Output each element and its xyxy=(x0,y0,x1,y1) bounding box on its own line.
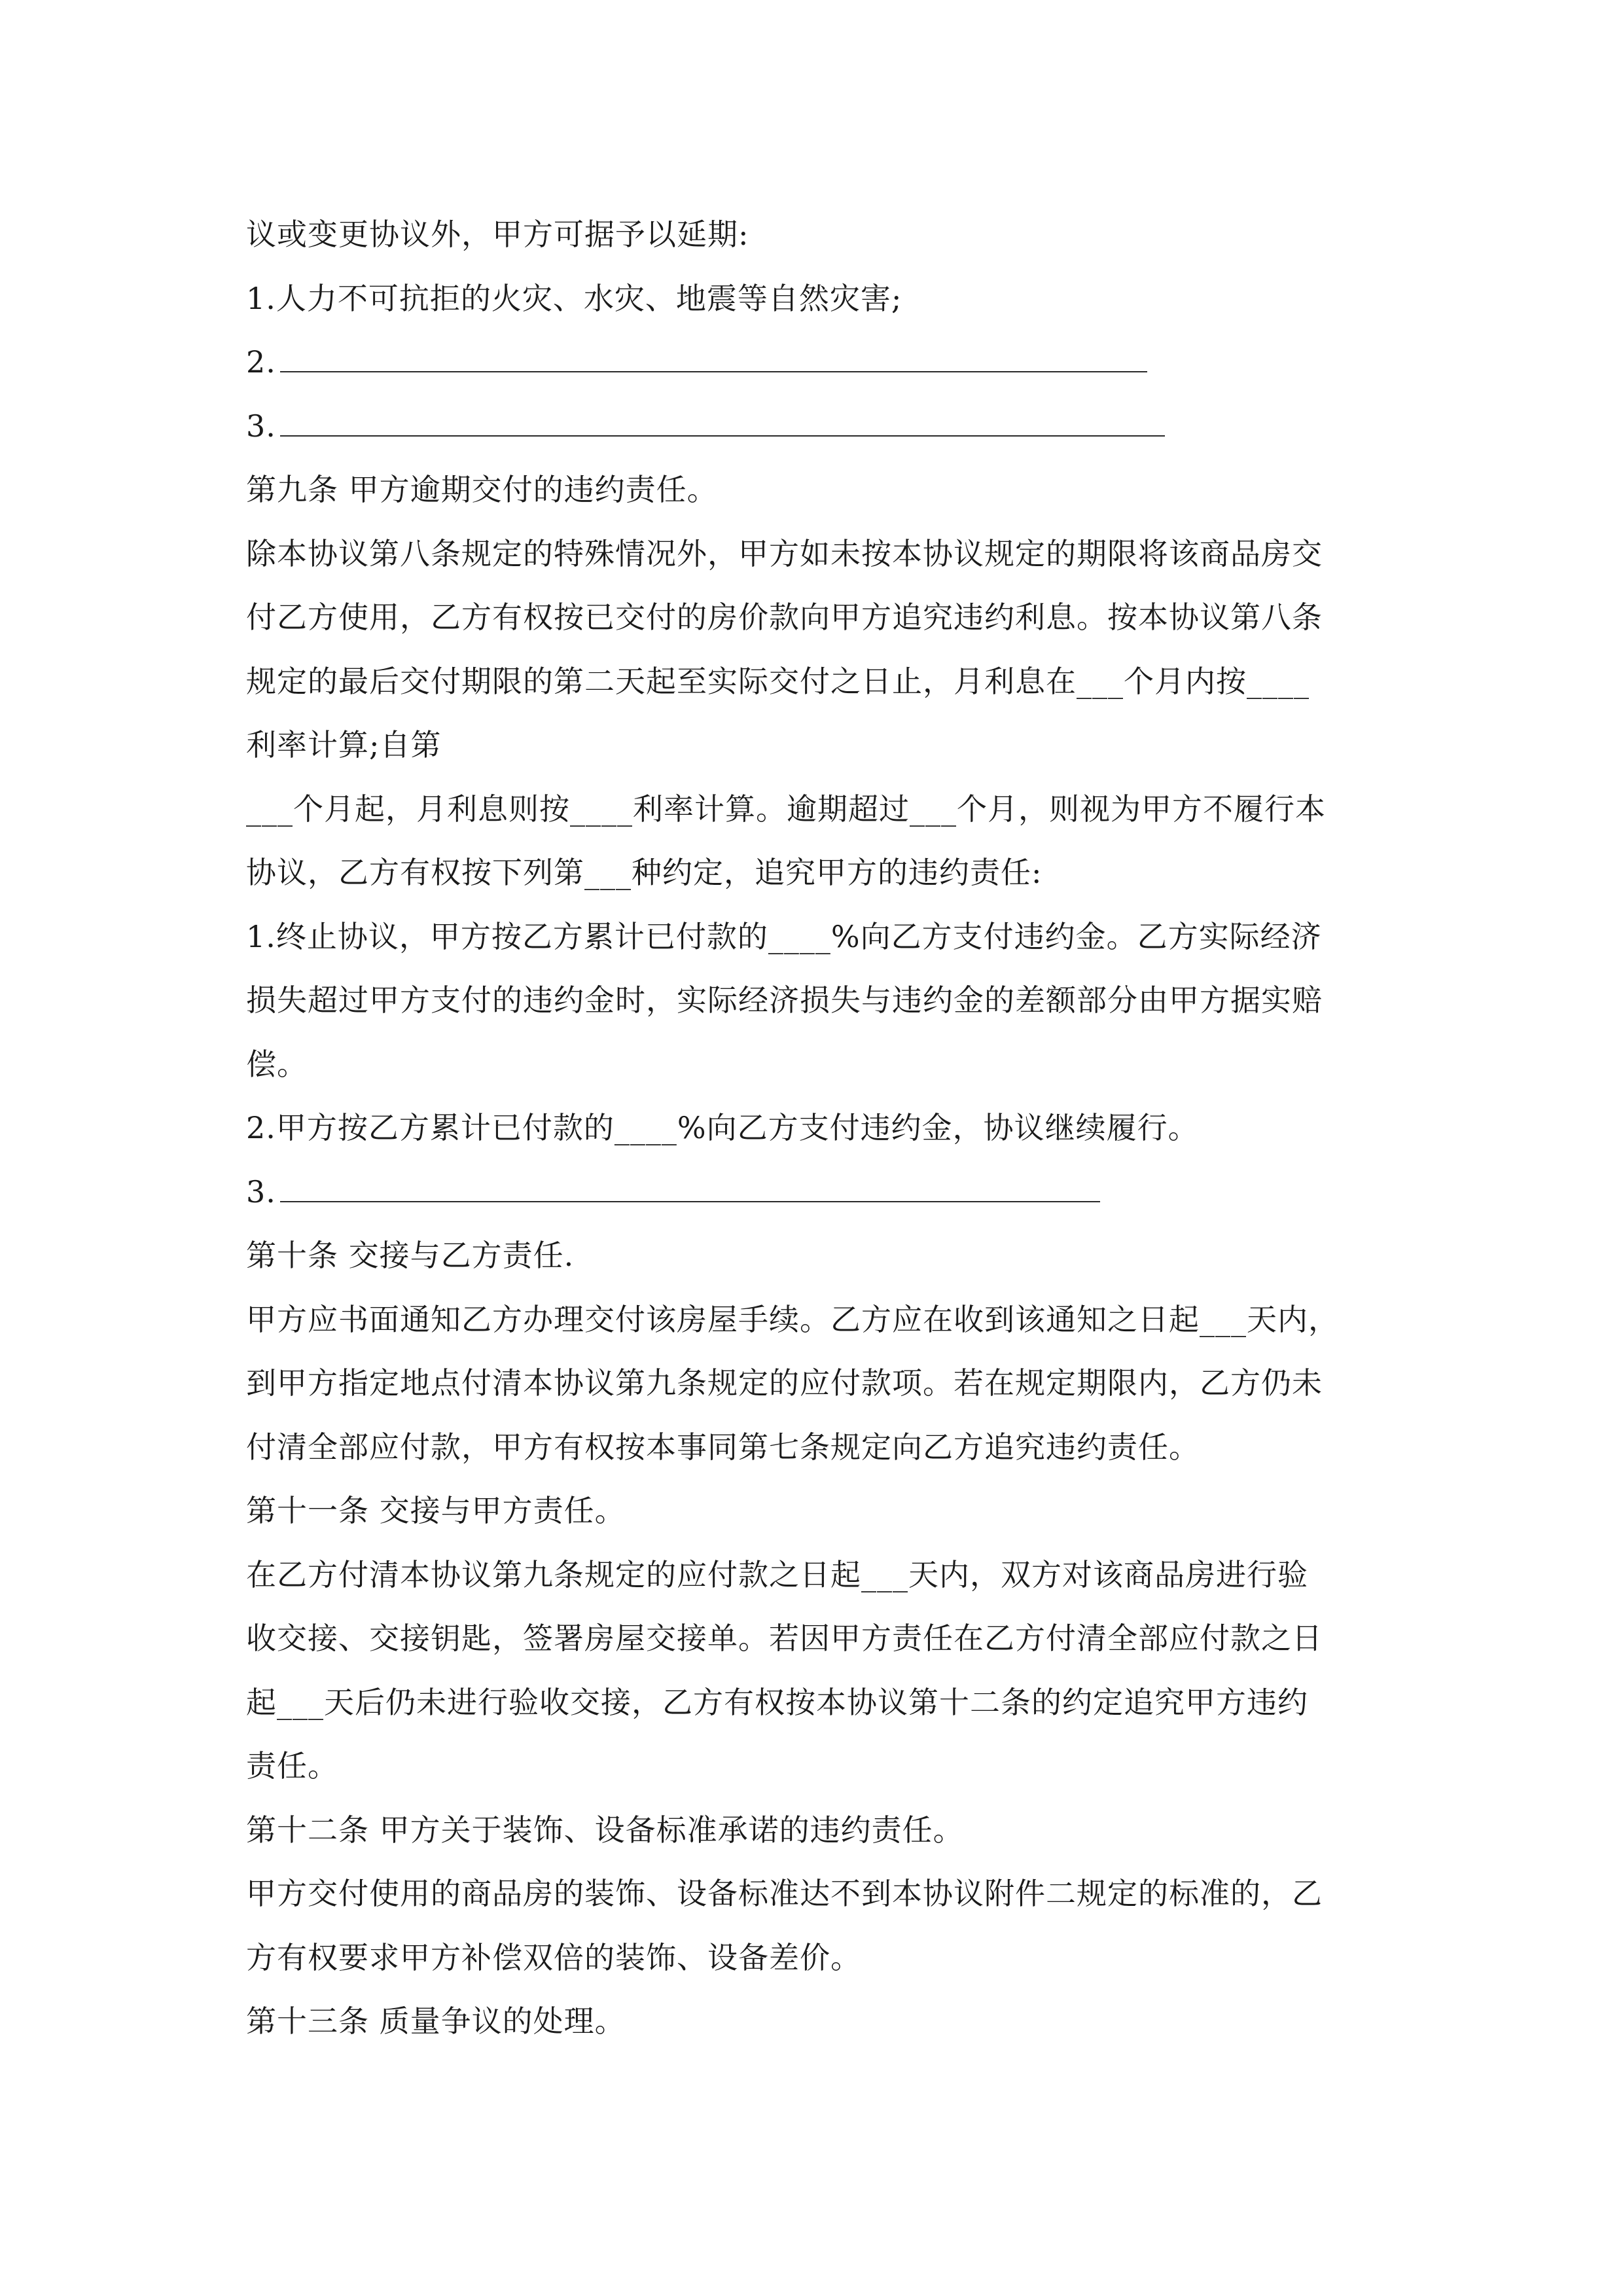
text-line: 付清全部应付款，甲方有权按本事同第七条规定向乙方追究违约责任。 xyxy=(246,1429,1200,1465)
text-line: 方有权要求甲方补偿双倍的装饰、设备差价。 xyxy=(246,1939,861,1975)
blank-item-line: 3. xyxy=(246,395,1378,459)
blank-item-line: 3. xyxy=(246,1160,1378,1225)
blank-item-line: 2. xyxy=(246,331,1378,395)
text-line: 议或变更协议外，甲方可据予以延期: xyxy=(246,217,749,252)
text-line: 2.甲方按乙方累计已付款的____%向乙方支付违约金，协议继续履行。 xyxy=(246,1110,1199,1145)
text-line: 甲方交付使用的商品房的装饰、设备标准达不到本协议附件二规定的标准的，乙 xyxy=(246,1876,1323,1911)
text-line: ___个月起，月利息则按____利率计算。逾期超过___个月，则视为甲方不履行本 xyxy=(246,791,1326,827)
text-line: 协议，乙方有权按下列第___种约定，追究甲方的违约责任: xyxy=(246,855,1043,890)
fill-in-blank xyxy=(280,351,1147,372)
text-line: 在乙方付清本协议第九条规定的应付款之日起___天内，双方对该商品房进行验 xyxy=(246,1556,1308,1592)
article-heading: 第九条 甲方逾期交付的违约责任。 xyxy=(246,472,718,507)
article-heading: 第十二条 甲方关于装饰、设备标准承诺的违约责任。 xyxy=(246,1812,964,1848)
fill-in-blank xyxy=(280,1181,1100,1202)
article-heading: 第十条 交接与乙方责任. xyxy=(246,1238,575,1273)
text-line: 除本协议第八条规定的特殊情况外，甲方如未按本协议规定的期限将该商品房交 xyxy=(246,535,1323,571)
article-heading: 第十一条 交接与甲方责任。 xyxy=(246,1493,626,1528)
text-line: 1.人力不可抗拒的火灾、水灾、地震等自然灾害; xyxy=(246,280,902,316)
text-line: 损失超过甲方支付的违约金时，实际经济损失与违约金的差额部分由甲方据实赔 xyxy=(246,982,1323,1018)
article-heading: 第十三条 质量争议的处理。 xyxy=(246,2003,626,2039)
fill-in-blank xyxy=(280,416,1165,437)
text-line: 甲方应书面通知乙方办理交付该房屋手续。乙方应在收到该通知之日起___天内， xyxy=(246,1301,1339,1337)
text-line: 起___天后仍未进行验收交接，乙方有权按本协议第十二条的约定追究甲方违约 xyxy=(246,1684,1308,1720)
text-line: 1.终止协议，甲方按乙方累计已付款的____%向乙方支付违约金。乙方实际经济 xyxy=(246,918,1322,954)
text-line: 偿。 xyxy=(246,1046,308,1082)
text-line: 收交接、交接钥匙，签署房屋交接单。若因甲方责任在乙方付清全部应付款之日 xyxy=(246,1621,1323,1656)
text-line: 责任。 xyxy=(246,1748,338,1784)
text-line: 到甲方指定地点付清本协议第九条规定的应付款项。若在规定期限内，乙方仍未 xyxy=(246,1365,1323,1401)
contract-page xyxy=(246,203,1378,2054)
text-line: 规定的最后交付期限的第二天起至实际交付之日止，月利息在___个月内按____ xyxy=(246,663,1310,699)
text-line: 利率计算;自第 xyxy=(246,727,442,762)
text-line: 付乙方使用，乙方有权按已交付的房价款向甲方追究违约利息。按本协议第八条 xyxy=(246,600,1323,635)
